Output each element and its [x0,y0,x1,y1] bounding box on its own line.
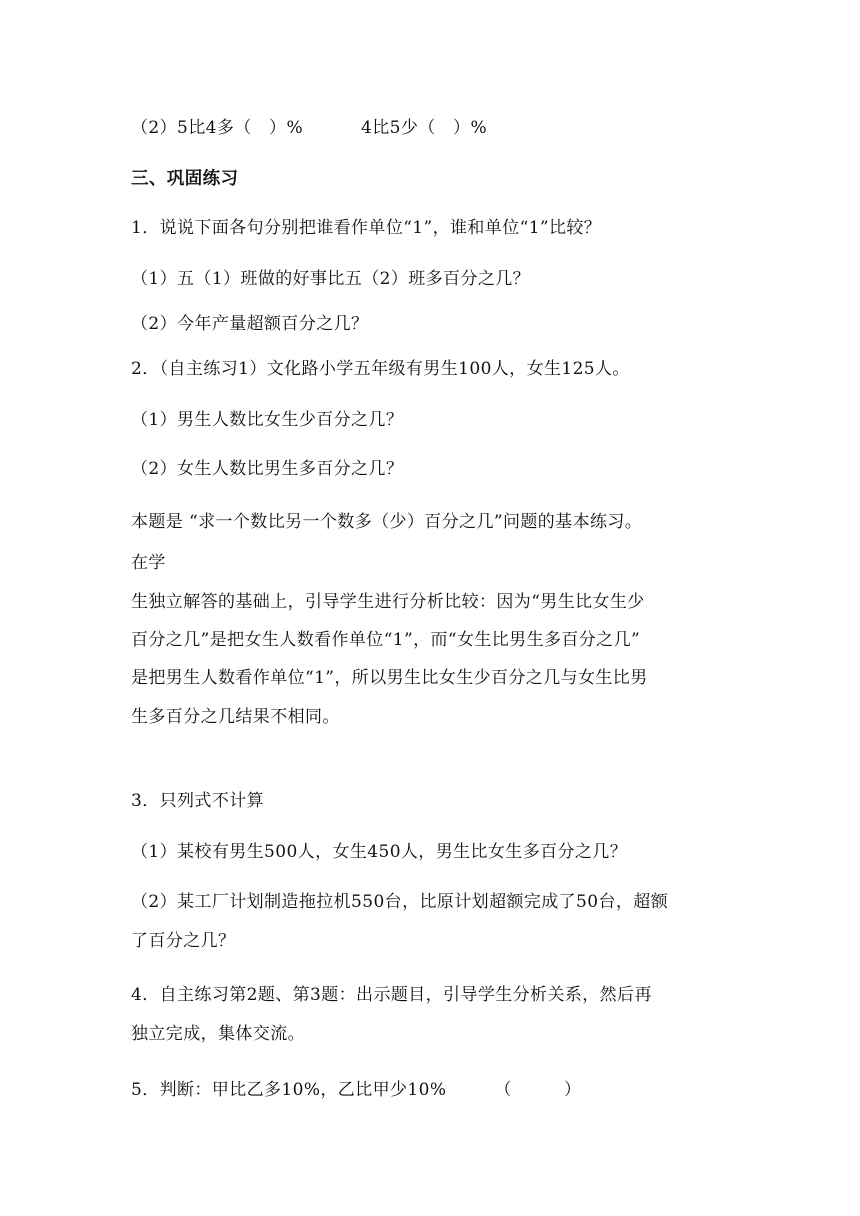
note-line: 是把男生人数看作单位“1”，所以男生比女生少百分之几与女生比男 [131,668,648,688]
note-line: 生独立解答的基础上，引导学生进行分析比较：因为“男生比女生少 [131,592,645,612]
question-1: 1．说说下面各句分别把谁看作单位“1”，谁和单位“1”比较？ [131,218,602,238]
note-line: 百分之几”是把女生人数看作单位“1”，而“女生比男生多百分之几” [131,630,641,650]
question-2: 2．（自主练习1）文化路小学五年级有男生100人，女生125人。 [131,359,630,379]
note-line: 本题是 “求一个数比另一个数多（少）百分之几”问题的基本练习。 [131,512,643,532]
question-4: 4．自主练习第2题、第3题：出示题目，引导学生分析关系，然后再 [131,985,652,1005]
answer-blank: （ ） [494,1080,582,1100]
question-4-cont: 独立完成，集体交流。 [131,1024,305,1044]
section-heading: 三、巩固练习 [131,169,239,189]
exercise-part-a: （2）5比4多（ ）% [131,118,304,138]
question-3-item-2: （2）某工厂计划制造拖拉机550台，比原计划超额完成了50台，超额 [131,892,669,912]
note-line: 在学 [131,553,166,573]
question-5 [131,1079,731,1101]
exercise-part-b: 4比5少（ ）% [361,118,488,138]
question-3-item-1: （1）某校有男生500人，女生450人，男生比女生多百分之几？ [131,842,628,862]
question-2-item-1: （1）男生人数比女生少百分之几？ [131,410,404,430]
exercise-line-percent [131,117,731,139]
question-3-item-2-cont: 了百分之几？ [131,931,236,951]
judgement-statement: 5．判断：甲比乙多10%，乙比甲少10% [131,1080,447,1100]
note-line: 生多百分之几结果不相同。 [131,707,340,727]
question-1-item-2: （2）今年产量超额百分之几？ [131,314,369,334]
question-2-item-2: （2）女生人数比男生多百分之几？ [131,459,404,479]
question-1-item-1: （1）五（1）班做的好事比五（2）班多百分之几？ [131,269,531,289]
question-3: 3．只列式不计算 [131,791,265,811]
teaching-note [131,511,731,728]
